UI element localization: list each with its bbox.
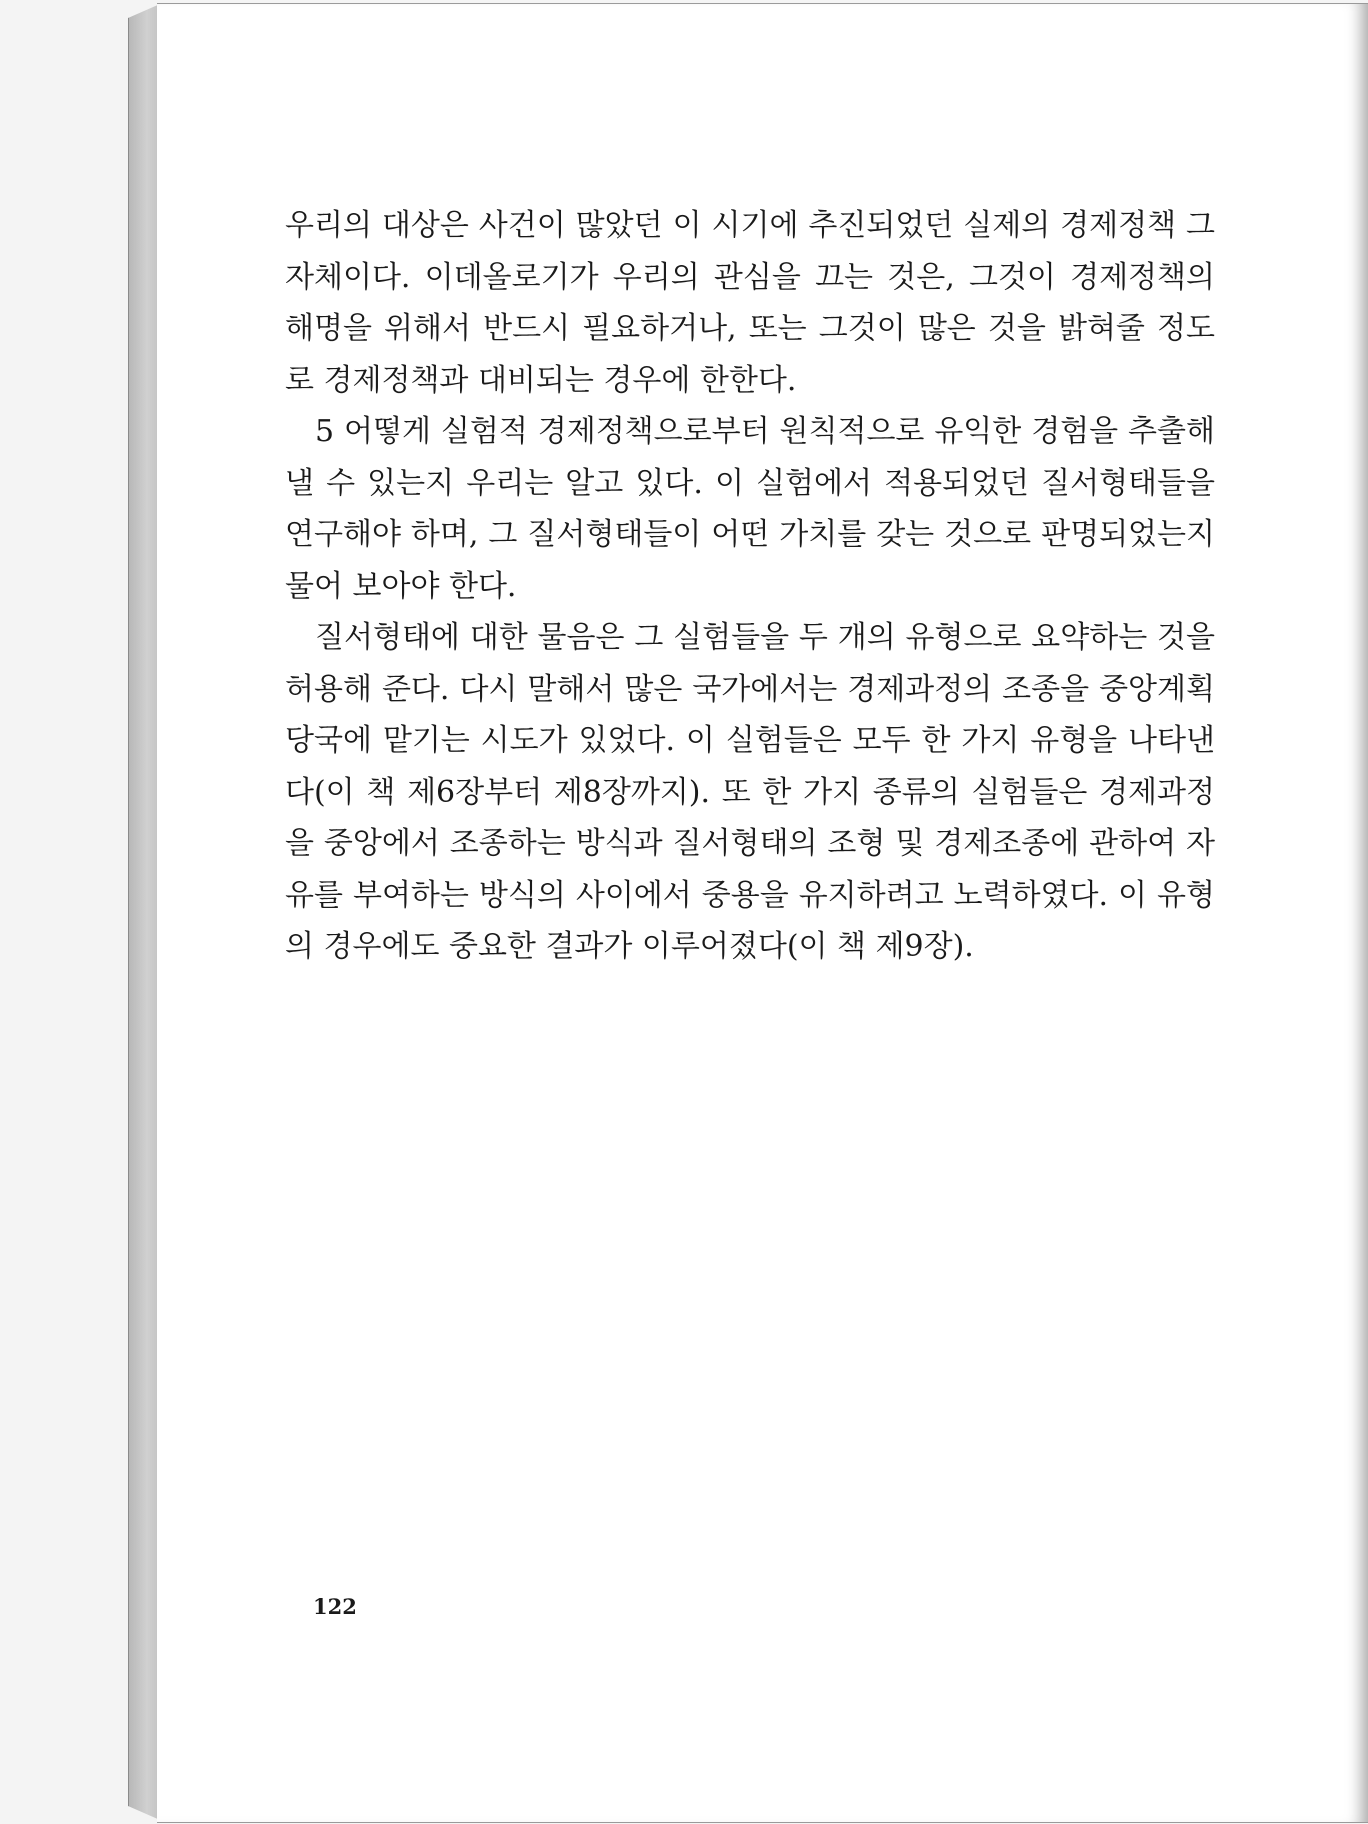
page-number: 122 [313, 1594, 357, 1619]
book-page [157, 3, 1368, 1823]
paragraph-2: 5 어떻게 실험적 경제정책으로부터 원칙적으로 유익한 경험을 추출해 낼 수 있는지 우리는 알고 있다. 이 실험에서 적용되었던 질서형태들을 연구해야 하며, 그 질서형태들이 어떤 가치를 갖는 것으로 판명되었는지 물어 보아야 한다. [285, 414, 1215, 604]
book-spine-edge [128, 4, 160, 1820]
paragraph-3: 질서형태에 대한 물음은 그 실험들을 두 개의 유형으로 요약하는 것을 허용해 준다. 다시 말해서 많은 국가에서는 경제과정의 조종을 중앙계획 당국에 맡기는 시도가 있었다. 이 실험들은 모두 한 가지 유형을 나타낸다(이 책 제6장부터 제8장까지). 또 한 가지 종류의 실험들은 경제과정을 중앙에서 조종하는 방식과 질서형태의 조형 및 경제조종에 관하여 자유를 부여하는 방식의 사이에서 중용을 유지하려고 노력하였다. 이 유형의 경우에도 중요한 결과가 이루어졌다(이 책 제9장). [285, 620, 1215, 964]
paragraph-1: 우리의 대상은 사건이 많았던 이 시기에 추진되었던 실제의 경제정책 그 자체이다. 이데올로기가 우리의 관심을 끄는 것은, 그것이 경제정책의 해명을 위해서 반드시 필요하거나, 또는 그것이 많은 것을 밝혀줄 정도로 경제정책과 대비되는 경우에 한한다. [285, 208, 1215, 398]
body-text [285, 200, 1215, 973]
